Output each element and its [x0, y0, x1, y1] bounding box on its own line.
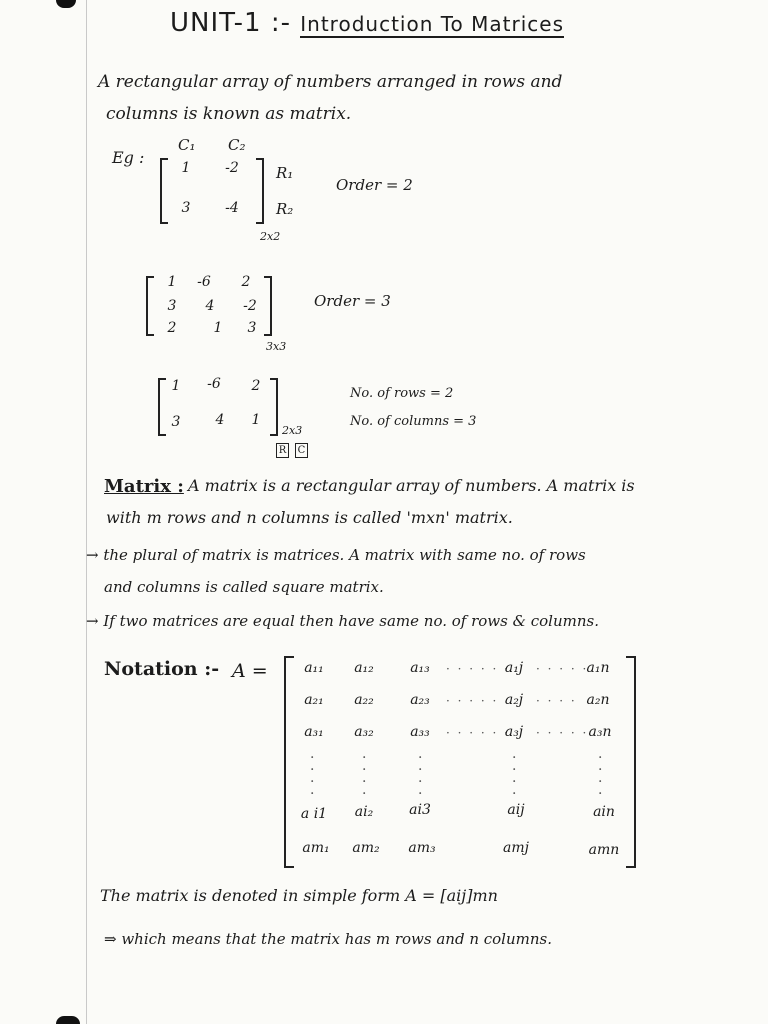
- notation-cell: a₁₃: [410, 660, 430, 676]
- notation-cell: am₂: [352, 840, 380, 856]
- notation-cell: a₂₁: [304, 692, 324, 708]
- notation-cell: ai₂: [354, 804, 374, 820]
- plural-note-line-1: → the plural of matrix is matrices. A matrix with same no. of rows: [86, 546, 586, 564]
- title-unit: UNIT-1: [170, 8, 262, 38]
- row-dots: · · · · · ·: [446, 662, 510, 676]
- page-corner-mark: [56, 1016, 80, 1024]
- notation-cell: a₃₃: [410, 724, 430, 740]
- notation-cell: a₂j: [504, 692, 524, 708]
- closing-line-1: The matrix is denoted in simple form A = [aij]mn: [100, 886, 498, 905]
- notation-lhs: A =: [232, 660, 268, 682]
- title-topic: Introduction To Matrices: [300, 12, 565, 36]
- definition-line-2: columns is known as matrix.: [106, 104, 352, 124]
- rc-boxes: [276, 438, 314, 458]
- matrix1-right-bracket: [256, 158, 264, 224]
- plural-note-line-2: and columns is called square matrix.: [104, 578, 384, 596]
- matrix2-cell: 3: [167, 298, 177, 314]
- matrix-def-line-1: A matrix is a rectangular array of numbers. A matrix is: [188, 476, 635, 495]
- notation-cell: a₃n: [588, 724, 612, 740]
- notation-cell: ain: [593, 804, 615, 820]
- matrix3-cell: 2: [251, 378, 261, 394]
- notation-cell: am₃: [408, 840, 436, 856]
- notation-cell: a₃j: [504, 724, 524, 740]
- matrix-def-heading: Matrix :: [104, 476, 184, 497]
- column-vdots: · · · ·: [418, 750, 423, 802]
- notation-cell: a₁₂: [354, 660, 374, 676]
- column-vdots: · · · ·: [512, 750, 517, 802]
- eg-label: Eg :: [112, 148, 145, 167]
- notation-cell: a₂₂: [354, 692, 374, 708]
- notation-cell: amj: [503, 840, 529, 856]
- columns-box: C: [295, 443, 308, 458]
- col-label-1: C₁: [178, 136, 196, 154]
- matrix2-cell: 1: [167, 274, 177, 290]
- column-vdots: · · · ·: [310, 750, 315, 802]
- matrix1-cell: -4: [225, 200, 239, 216]
- matrix3-rows-count: No. of rows = 2: [350, 386, 454, 401]
- notation-heading: Notation :-: [104, 658, 220, 680]
- column-vdots: · · · ·: [362, 750, 367, 802]
- notation-cell: amn: [588, 842, 620, 858]
- matrix3-cell: 1: [171, 378, 181, 394]
- margin-line: [86, 0, 87, 1024]
- col-label-2: C₂: [228, 136, 246, 154]
- matrix2-cell: 4: [205, 298, 215, 314]
- matrix3-cell: 1: [251, 412, 261, 428]
- matrix1-dimension: 2x2: [260, 230, 281, 243]
- row-dots: · · · · ·: [536, 662, 589, 676]
- closing-line-2: ⇒ which means that the matrix has m rows and n columns.: [104, 930, 552, 948]
- matrix3-right-bracket: [270, 378, 278, 436]
- row-label-2: R₂: [276, 200, 294, 218]
- notation-cell: a₂n: [586, 692, 610, 708]
- notation-cell: a₁j: [504, 660, 524, 676]
- matrix3-cell: 3: [171, 414, 181, 430]
- matrix3-columns-count: No. of columns = 3: [350, 414, 477, 429]
- notation-cell: a₁₁: [304, 660, 324, 676]
- row-label-1: R₁: [276, 164, 294, 182]
- matrix3-dimension: 2x3: [282, 424, 303, 437]
- matrix2-cell: 2: [167, 320, 177, 336]
- notation-cell: ai3: [409, 802, 431, 818]
- row-dots: · · · ·: [536, 694, 577, 708]
- row-dots: · · · · ·: [446, 694, 499, 708]
- matrix1-order: Order = 2: [336, 176, 413, 194]
- notation-right-bracket: [626, 656, 636, 868]
- matrix2-right-bracket: [264, 276, 272, 336]
- matrix1-cell: 1: [181, 160, 191, 176]
- definition-line-1: A rectangular array of numbers arranged in rows and: [98, 72, 563, 92]
- matrix3-cell: 4: [215, 412, 225, 428]
- page-corner-mark: [56, 0, 76, 8]
- rows-box: R: [276, 443, 289, 458]
- matrix2-cell: -6: [197, 274, 211, 290]
- notation-cell: a₃₁: [304, 724, 324, 740]
- equal-matrices-note: → If two matrices are equal then have same no. of rows & columns.: [86, 612, 599, 630]
- matrix2-dimension: 3x3: [266, 340, 287, 353]
- matrix2-cell: 2: [241, 274, 251, 290]
- row-dots: · · · · ·: [536, 726, 589, 740]
- row-dots: · · · · · ·: [446, 726, 510, 740]
- page-title: [170, 8, 564, 38]
- matrix2-cell: 3: [247, 320, 257, 336]
- column-vdots: · · · ·: [598, 750, 603, 802]
- matrix-def-line-2: with m rows and n columns is called 'mxn' matrix.: [106, 508, 513, 527]
- notation-cell: a i1: [300, 806, 328, 822]
- matrix1-cell: 3: [181, 200, 191, 216]
- matrix2-cell: -2: [243, 298, 257, 314]
- notation-cell: am₁: [302, 840, 330, 856]
- notation-cell: a₁n: [586, 660, 610, 676]
- matrix2-cell: 1: [213, 320, 223, 336]
- notation-cell: a₃₂: [354, 724, 374, 740]
- matrix2-order: Order = 3: [314, 292, 391, 310]
- notation-cell: aij: [507, 802, 525, 818]
- notation-left-bracket: [284, 656, 294, 868]
- notation-cell: a₂₃: [410, 692, 430, 708]
- matrix3-cell: -6: [207, 376, 221, 392]
- matrix1-cell: -2: [225, 160, 239, 176]
- title-separator: :-: [270, 8, 291, 38]
